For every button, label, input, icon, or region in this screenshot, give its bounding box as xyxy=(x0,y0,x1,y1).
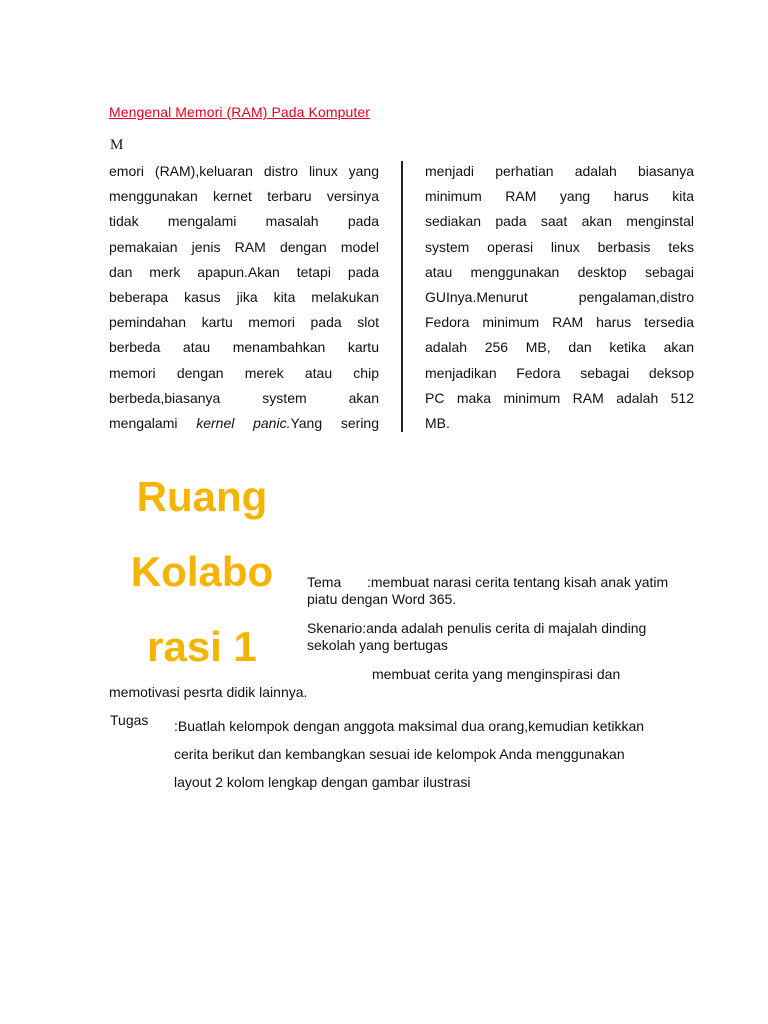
right-column xyxy=(425,159,694,436)
tugas-text xyxy=(174,712,714,796)
left-line: menggunakan kernet terbaru versinya xyxy=(109,188,379,205)
skenario-text: Skenario:anda adalah penulis cerita di majalah dinding sekolah yang bertugas xyxy=(307,620,647,653)
left-line: pemakaian jenis RAM dengan model xyxy=(109,238,379,255)
right-line: MB. xyxy=(425,415,450,432)
left-column xyxy=(109,159,379,436)
right-line: PC maka minimum RAM adalah 512 xyxy=(425,389,694,406)
skenario-continuation: membuat cerita yang menginspirasi dan xyxy=(372,666,621,682)
tugas-line: layout 2 kolom lengkap dengan gambar ilustrasi xyxy=(174,774,471,790)
right-line: Fedora minimum RAM harus tersedia xyxy=(425,314,694,331)
left-last-prefix: mengalami xyxy=(109,415,178,432)
ruang-heading-line1: Ruang xyxy=(136,473,268,520)
right-line: atau menggunakan desktop sebagai xyxy=(425,263,694,280)
ruang-heading-line2: Kolabo xyxy=(130,548,274,595)
right-line: GUInya.Menurut pengalaman,distro xyxy=(425,289,694,306)
left-last-line xyxy=(109,411,379,436)
column-divider xyxy=(401,161,403,432)
left-line: beberapa kasus jika kita melakukan xyxy=(109,289,379,306)
ruang-heading-line3: rasi 1 xyxy=(147,623,257,670)
right-line: sediakan pada saat akan menginstal xyxy=(425,213,694,230)
left-line: berbeda,biasanya system akan xyxy=(109,389,379,406)
left-line: tidak mengalami masalah pada xyxy=(109,213,379,230)
skenario-continuation-2: memotivasi pesrta didik lainnya. xyxy=(109,684,308,700)
right-line: menjadi perhatian adalah biasanya xyxy=(425,163,694,179)
tema-label: Tema xyxy=(307,574,342,590)
left-line: berbeda atau menambahkan kartu xyxy=(109,339,379,356)
tugas-line: :Buatlah kelompok dengan anggota maksimal dua orang,kemudian ketikkan xyxy=(174,718,645,734)
tema-block xyxy=(307,574,687,608)
left-line: pemindahan kartu memori pada slot xyxy=(109,314,379,331)
tema-text: :membuat narasi cerita tentang kisah anak yatim piatu dengan Word 365. xyxy=(307,574,669,607)
article-title: Mengenal Memori (RAM) Pada Komputer xyxy=(109,104,371,120)
left-line: dan merk apapun.Akan tetapi pada xyxy=(109,263,379,280)
right-line: system operasi linux berbasis teks xyxy=(425,238,694,255)
left-line: emori (RAM),keluaran distro linux yang xyxy=(109,163,379,179)
tugas-label: Tugas xyxy=(110,712,149,728)
drop-cap: M xyxy=(110,137,124,153)
tugas-line: cerita berikut dan kembangkan sesuai ide kelompok Anda menggunakan xyxy=(174,746,625,762)
kernel-panic-term: kernel panic. xyxy=(196,415,291,432)
left-last-suffix: Yang sering xyxy=(290,415,379,432)
right-line: menjadikan Fedora sebagai deksop xyxy=(425,364,694,381)
right-line: minimum RAM yang harus kita xyxy=(425,188,694,205)
right-line: adalah 256 MB, dan ketika akan xyxy=(425,339,694,356)
left-line: memori dengan merek atau chip xyxy=(109,364,379,381)
